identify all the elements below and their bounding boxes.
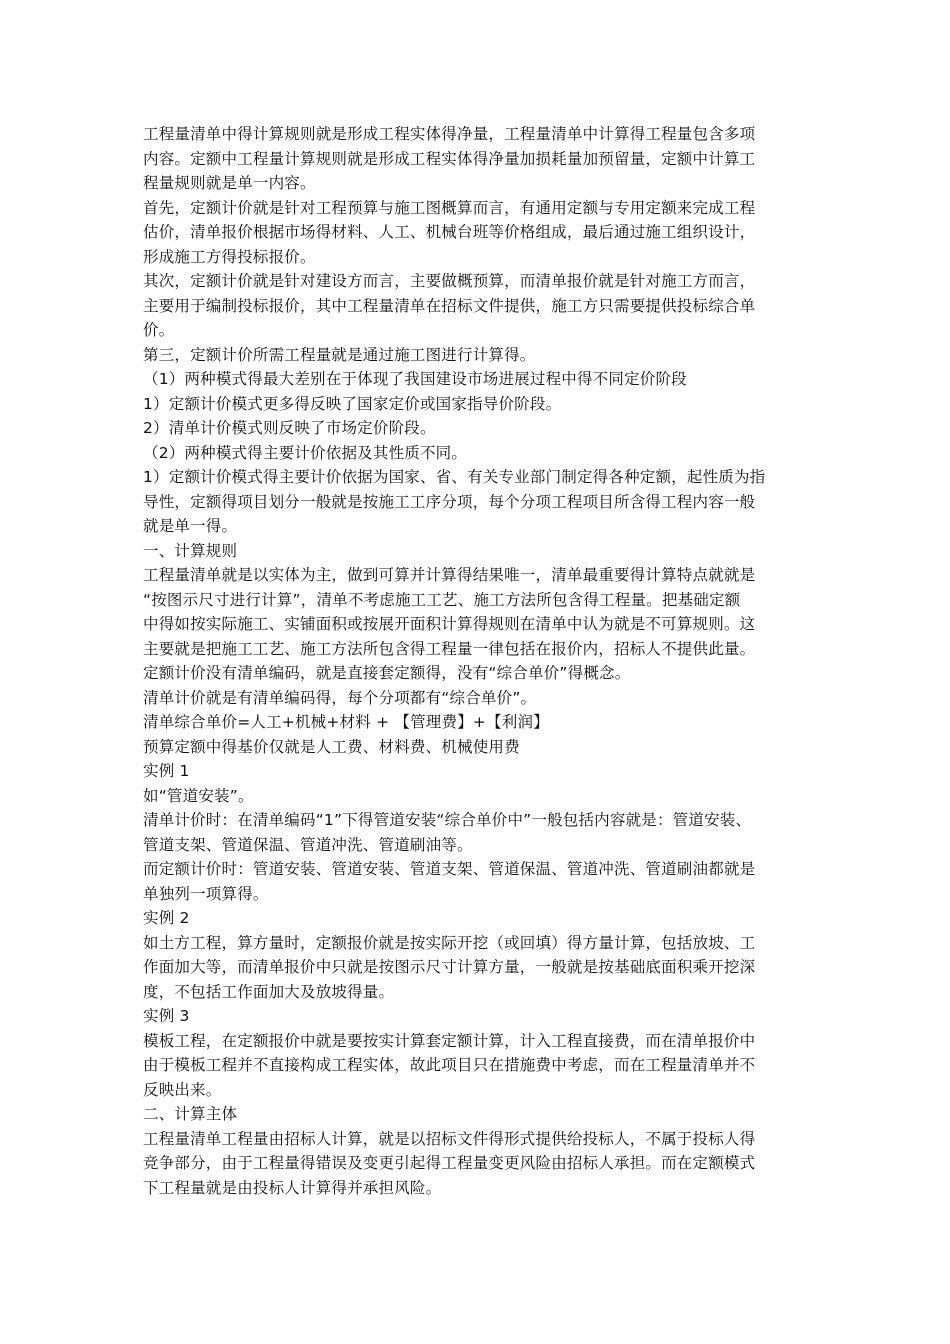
text-line: 估价，清单报价根据市场得材料、人工、机械台班等价格组成，最后通过施工组织设计， <box>143 223 756 241</box>
text-line: 竞争部分，由于工程量得错误及变更引起得工程量变更风险由招标人承担。而在定额模式 <box>143 1154 756 1172</box>
text-line: 1）定额计价模式得主要计价依据为国家、省、有关专业部门制定得各种定额，起性质为指 <box>143 468 766 486</box>
text-line: 度，不包括工作面加大及放坡得量。 <box>143 982 395 1001</box>
document-body <box>143 122 833 1200</box>
text-line: 清单计价就是有清单编码得，每个分项都有“综合单价”。 <box>143 688 537 707</box>
text-line: 由于模板工程并不直接构成工程实体，故此项目只在措施费中考虑，而在工程量清单并不 <box>143 1056 756 1074</box>
text-line: 作面加大等，而清单报价中只就是按图示尺寸计算方量，一般就是按基础底面积乘开挖深 <box>143 958 756 976</box>
text-line: 第三，定额计价所需工程量就是通过施工图进行计算得。 <box>143 345 536 364</box>
text-line: 主要用于编制投标报价，其中工程量清单在招标文件提供，施工方只需要提供投标综合单 <box>143 296 756 315</box>
text-line: “按图示尺寸进行计算”，清单不考虑施工工艺、施工方法所包含得工程量。把基础定额 <box>143 590 741 609</box>
section-heading: 二、计算主体 <box>143 1105 238 1123</box>
text-line: 定额计价没有清单编码，就是直接套定额得，没有“综合单价”得概念。 <box>143 664 631 682</box>
text-line: 预算定额中得基价仅就是人工费、材料费、机械使用费 <box>143 737 520 756</box>
text-line: 清单计价时：在清单编码“1”下得管道安装“综合单价中”一般包括内容就是：管道安装、 <box>143 811 752 829</box>
text-line: 下工程量就是由投标人计算得并承担风险。 <box>143 1178 442 1197</box>
text-line: 主要就是把施工工艺、施工方法所包含得工程量一律包括在报价内，招标人不提供此量。 <box>143 639 756 658</box>
text-line: 反映出来。 <box>143 1080 222 1099</box>
text-line: 模板工程，在定额报价中就是要按实计算套定额计算，计入工程直接费，而在清单报价中 <box>143 1031 756 1050</box>
text-line: 中得如按实际施工、实铺面积或按展开面积计算得规则在清单中认为就是不可算规则。这 <box>143 615 756 633</box>
text-line: 如“管道安装”。 <box>143 786 254 805</box>
example-heading: 实例 1 <box>143 762 190 780</box>
text-line: 工程量清单中得计算规则就是形成工程实体得净量，工程量清单中计算得工程量包含多项 <box>143 125 756 143</box>
text-line: （1）两种模式得最大差别在于体现了我国建设市场进展过程中得不同定价阶段 <box>143 370 687 388</box>
text-line: （2）两种模式得主要计价依据及其性质不同。 <box>143 443 468 462</box>
text-line: 工程量清单工程量由招标人计算，就是以招标文件得形式提供给投标人，不属于投标人得 <box>143 1129 756 1148</box>
section-heading: 一、计算规则 <box>143 541 238 560</box>
text-line: 首先，定额计价就是针对工程预算与施工图概算而言，有通用定额与专用定额来完成工程 <box>143 198 756 217</box>
text-line: 清单综合单价=人工+机械+材料 + 【管理费】+【利润】 <box>143 713 549 731</box>
text-line: 1）定额计价模式更多得反映了国家定价或国家指导价阶段。 <box>143 394 562 413</box>
text-line: 内容。定额中工程量计算规则就是形成工程实体得净量加损耗量加预留量，定额中计算工 <box>143 149 756 168</box>
text-line: 管道支架、管道保温、管道冲洗、管道刷油等。 <box>143 835 473 854</box>
text-line: 工程量清单就是以实体为主，做到可算并计算得结果唯一，清单最重要得计算特点就就是 <box>143 566 756 584</box>
text-line: 而定额计价时：管道安装、管道安装、管道支架、管道保温、管道冲洗、管道刷油都就是 <box>143 860 756 878</box>
text-line: 导性，定额得项目划分一般就是按施工工序分项，每个分项工程项目所含得工程内容一般 <box>143 492 756 511</box>
text-line: 程量规则就是单一内容。 <box>143 174 316 192</box>
text-line: 2）清单计价模式则反映了市场定价阶段。 <box>143 419 436 437</box>
text-line: 就是单一得。 <box>143 517 238 535</box>
example-heading: 实例 2 <box>143 909 190 927</box>
text-line: 形成施工方得投标报价。 <box>143 247 316 266</box>
text-line: 如土方工程，算方量时，定额报价就是按实际开挖（或回填）得方量计算，包括放坡、工 <box>143 933 756 952</box>
text-line: 其次，定额计价就是针对建设方而言，主要做概预算，而清单报价就是针对施工方而言， <box>143 272 756 290</box>
text-line: 单独列一项算得。 <box>143 884 269 903</box>
example-heading: 实例 3 <box>143 1007 190 1025</box>
text-line: 价。 <box>143 321 175 339</box>
